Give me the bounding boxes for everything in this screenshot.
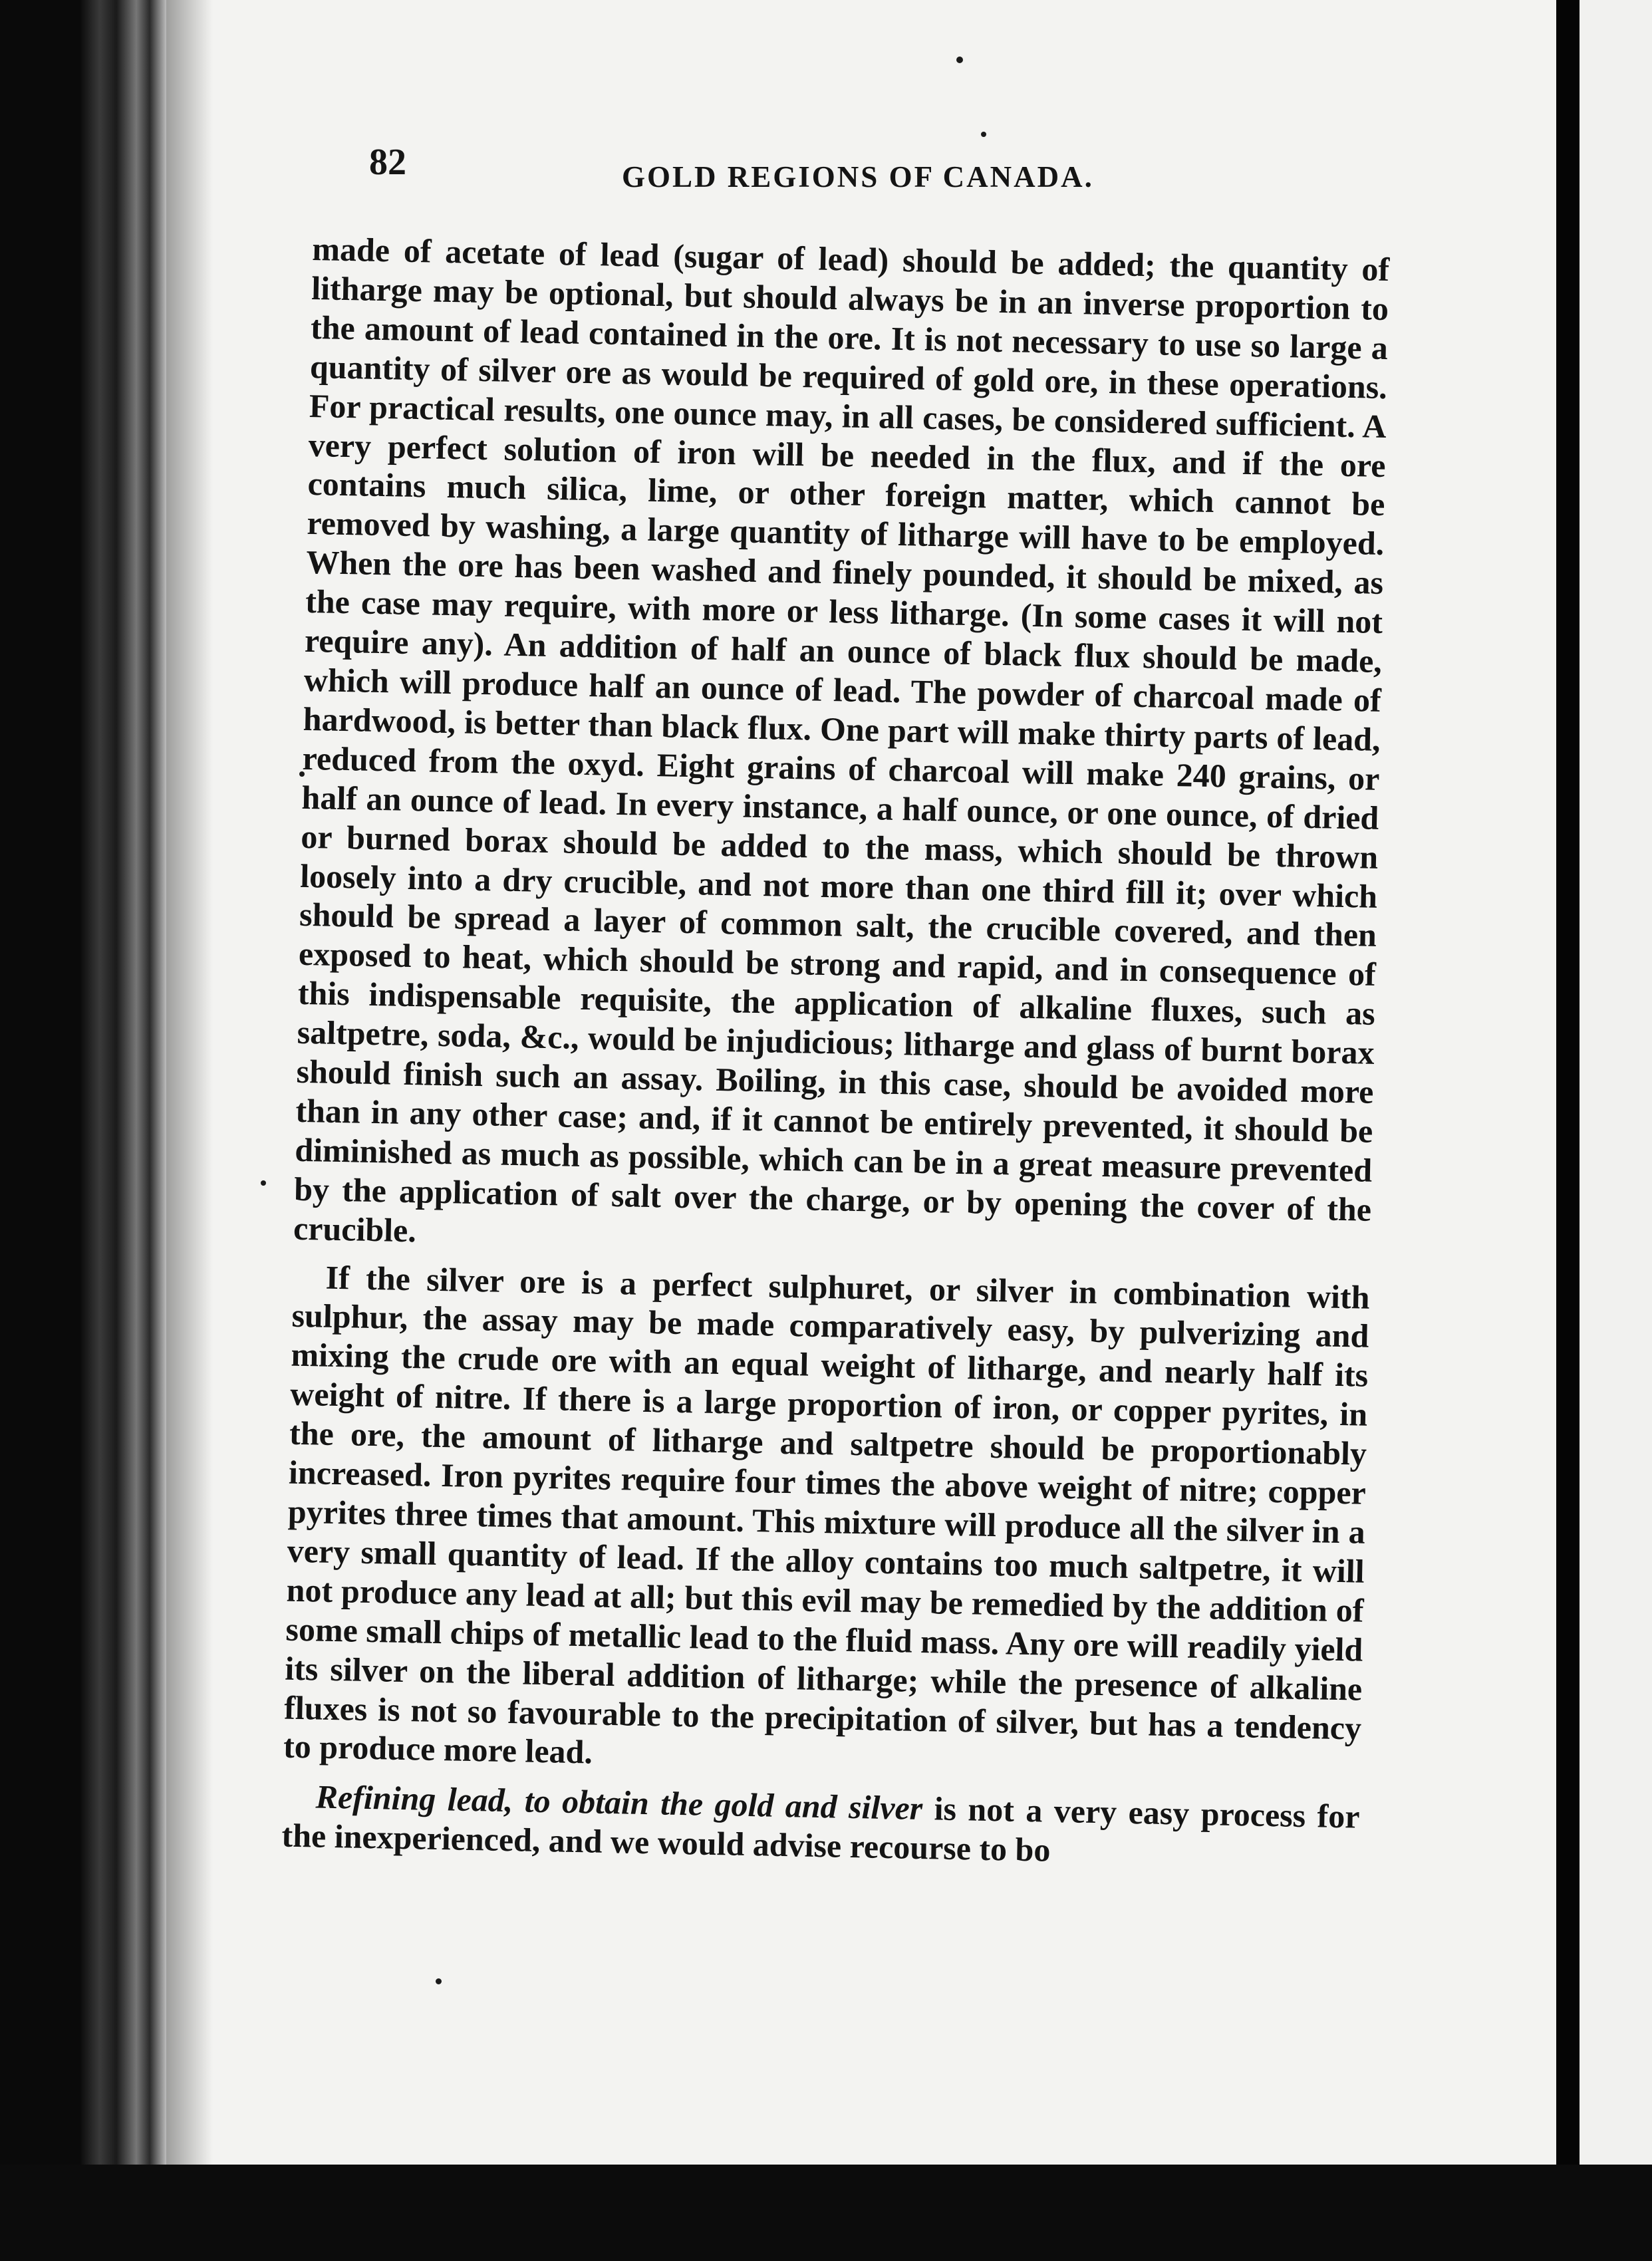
adjacent-page-edge	[1580, 0, 1652, 2165]
running-title: GOLD REGIONS OF CANADA.	[622, 160, 1094, 194]
paragraph: If the silver ore is a perfect sulphuret, or silver in combination with sulphur, the assay may be made comparatively easy, by pulverizing and mixing the crude ore with an equal weight of litharge, and nearly half its weight of nitre. If there is a large proportion of iron, or copper pyrites, in the ore, the amount of litharge and saltpetre should be proportionably increased. Iron pyrites require four times the above weight of nitre; copper pyrites three times that amount. This mixture will produce all the silver in a very small quantity of lead. If the alloy contains too much saltpetre, it will not produce any lead at all; but this evil may be remedied by the addition of some small chips of metallic lead to the fluid mass. Any ore will readily yield its silver on the liberal addition of litharge; while the presence of alkaline fluxes is not so favourable to the precipitation of silver, but has a tendency to produce more lead.	[283, 1258, 1371, 1771]
italic-lead-phrase: Refining lead, to obtain the gold and silver	[315, 1778, 923, 1827]
paragraph-text: is not a very easy process for the inexperienced, and we would advise recourse to bo	[281, 1790, 1361, 1869]
book-gutter	[1556, 0, 1580, 2261]
page-number: 82	[369, 142, 406, 183]
page-header	[369, 141, 1387, 201]
speck	[981, 132, 986, 137]
body-text	[281, 229, 1390, 1876]
book-binding-edge	[0, 0, 166, 2261]
scan-background	[0, 2165, 1652, 2261]
speck	[261, 1180, 266, 1186]
speck	[956, 57, 963, 63]
page-gutter-shadow	[166, 0, 213, 2165]
speck	[436, 1978, 442, 1984]
paragraph: made of acetate of lead (sugar of lead) should be added; the quantity of litharge may be optional, but should always be in an inverse proportion to the amount of lead contained in the ore. It is not necessary to use so large a quantity of silver ore as would be required of gold ore, in these operations. For practical results, one ounce may, in all cases, be considered sufficient. A very perfect solution of iron will be needed in the flux, and if the ore contains much silica, lime, or other foreign matter, which cannot be removed by washing, a large quantity of litharge will have to be employed. When the ore has been washed and finely pounded, it should be mixed, as the case may require, with more or less litharge. (In some cases it will not require any). An addition of half an ounce of black flux should be made, which will produce half an ounce of lead. The powder of charcoal made of hardwood, is better than black flux. One part will make thirty parts of lead, reduced from the oxyd. Eight grains of charcoal will make 240 grains, or half an ounce of lead. In every instance, a half ounce, or one ounce, of dried or burned borax should be added to the mass, which should be thrown loosely into a dry crucible, and not more than one third fill it; over which should be spread a layer of common salt, the crucible covered, and then exposed to heat, which should be strong and rapid, and in consequence of this indispensable requisite, the application of alkaline fluxes, such as saltpetre, soda, &c., would be injudicious; litharge and glass of burnt borax should finish such an assay. Boiling, in this case, should be avoided more than in any other case; and, if it cannot be entirely prevented, it should be diminished as much as possible, which can be in a great measure prevented by the application of salt over the charge, or by opening the cover of the crucible.	[293, 229, 1390, 1249]
